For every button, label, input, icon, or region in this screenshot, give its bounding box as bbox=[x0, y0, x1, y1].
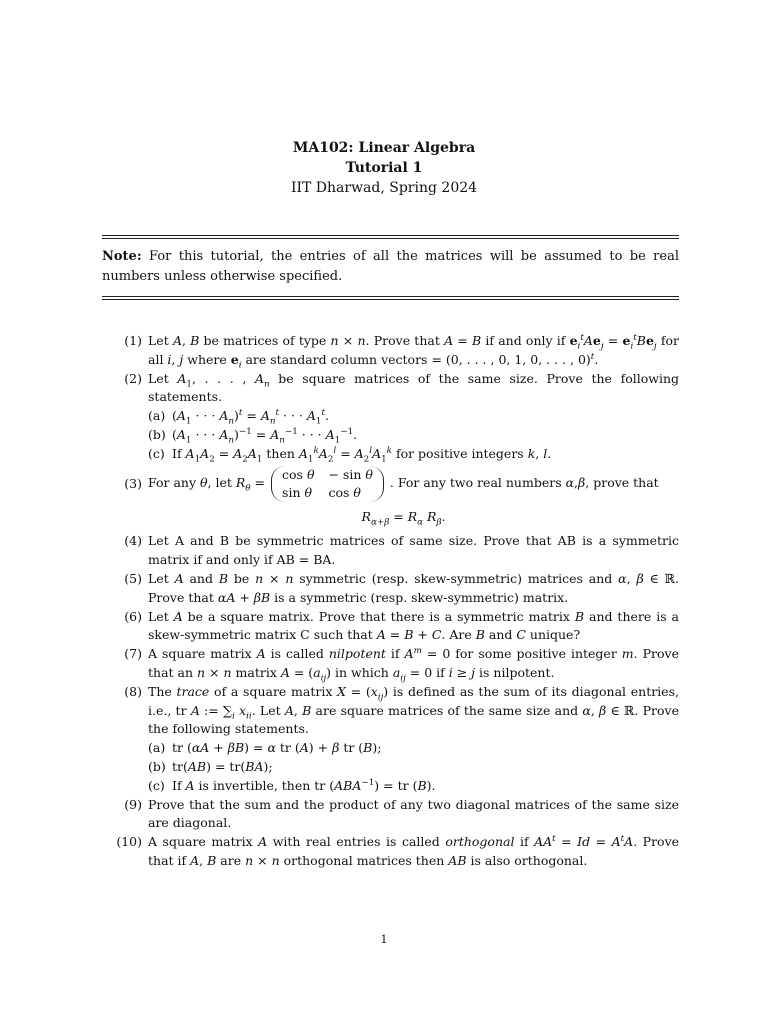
rotation-matrix: cos θ − sin θ sin θ cos θ bbox=[271, 466, 384, 502]
problem-number: (10) bbox=[116, 834, 142, 850]
problem-number: (4) bbox=[124, 533, 142, 549]
rotation-identity: $R_{\alpha+\beta} = R_\alpha$ $R_\beta$. bbox=[361, 508, 446, 528]
top-rule-1 bbox=[102, 235, 679, 236]
problem-8c: (c) If A is invertible, then tr $(ABA^{-1})$ = tr (B). bbox=[148, 777, 679, 796]
problem-number: (2) bbox=[124, 370, 142, 386]
course-title: MA102: Linear Algebra bbox=[292, 140, 476, 156]
top-rule-2 bbox=[102, 238, 679, 239]
problem-2c: (c) If $A_1A_2 = A_2A_1$ then $A_1^kA_2^l = A_2^lA_1^k$ for positive integers k, l. bbox=[148, 445, 552, 465]
page-number: 1 bbox=[380, 933, 388, 946]
problem-6: (6) Let A be a square matrix. Prove that there is a symmetric matrix B and there is a skew-symmetric matrix C such that A = B + C. Are B and C unique? bbox=[102, 608, 679, 646]
sub-label: (c) bbox=[148, 777, 165, 793]
tutorial-title: Tutorial 1 bbox=[345, 160, 423, 176]
bottom-rule-1 bbox=[102, 296, 679, 297]
problem-number: (3) bbox=[124, 475, 142, 491]
problem-4-text: Let A and B be symmetric matrices of same size. Prove that AB is a symmetric matrix if and only if AB = BA. bbox=[148, 533, 679, 568]
problem-number: (5) bbox=[124, 570, 142, 586]
problem-number: (6) bbox=[124, 608, 142, 624]
institution-term: IIT Dharwad, Spring 2024 bbox=[290, 180, 478, 196]
note-text: For this tutorial, the entries of all the matrices will be assumed to be real numbers unless otherwise specified. bbox=[102, 249, 679, 284]
problem-2: (2) Let $A_1$, . . . , $A_n$ be square matrices of the same size. Prove the following statements. (a) ($A_1$ · · · $A_n)^t = A_n^t$ · · · $A_1^t$. (b) ($A_1$ · · · $A_n)^{-1} = A_n^{-1}$ · · · $A_1^{-1}$. (c) If $A_1A_2 = A_2A_1$ then $A_1^kA_2^l = A_2^lA_1^k$ for positive integers k, l. bbox=[102, 370, 679, 464]
problem-10: (10) A square matrix A with real entries is called orthogonal if $AA^t = Id = A^tA$. Prove that if A, B are n × n orthogonal matrices then AB is also orthogonal. bbox=[102, 833, 679, 871]
problem-8: (8) The trace of a square matrix $X = (x_{ij})$ is defined as the sum of its diagonal entries, i.e., tr A := $\sum_i$ $x_{ii}$. Let A, B are square matrices of the same size and α, β ∈ ℝ. Prove the following statements. (a) tr (αA + βB) = α tr (A) + β tr (B); (b) tr(AB) = tr(BA); (c) If A is invertible, then tr $(ABA^{-1})$ = tr (B). bbox=[102, 683, 679, 796]
problem-5: (5) Let A and B be n × n symmetric (resp. skew-symmetric) matrices and α, β ∈ ℝ. Prove that αA + βB is a symmetric (resp. skew-symmetric) matrix. bbox=[102, 570, 679, 608]
problem-3: (3) For any θ , let $R_\theta$ = cos θ − sin θ sin θ cos θ . For any two real numbers α , β , prove that $R_{\alpha+\beta} = R_\alpha$ $R_\beta$. bbox=[102, 464, 679, 527]
problem-list bbox=[102, 332, 679, 871]
problem-number: (1) bbox=[124, 333, 142, 348]
problem-7: (7) A square matrix A is called nilpotent if $A^m = 0$ for some positive integer m. Prove that an n × n matrix $A = (a_{ij})$ in which $a_{ij} = 0$ if i ≥ j is nilpotent. bbox=[102, 645, 679, 683]
problem-8a: (a) tr (αA + βB) = α tr (A) + β tr (B); bbox=[148, 739, 679, 758]
sub-label: (b) bbox=[148, 758, 166, 774]
problem-8b: (b) tr(AB) = tr(BA); bbox=[148, 758, 679, 777]
problem-4 bbox=[102, 532, 679, 570]
sub-label: (a) bbox=[148, 408, 166, 424]
sub-label: (b) bbox=[148, 426, 166, 442]
sub-label: (a) bbox=[148, 740, 166, 756]
sub-label: (c) bbox=[148, 445, 165, 461]
problem-number: (7) bbox=[124, 646, 142, 662]
problem-9-text: Prove that the sum and the product of any two diagonal matrices of the same size are diagonal. bbox=[148, 796, 679, 831]
problem-2b: (b) ($A_1$ · · · $A_n)^{-1} = A_n^{-1}$ · · · $A_1^{-1}$. bbox=[148, 426, 358, 446]
problem-9 bbox=[102, 796, 679, 834]
problem-number: (9) bbox=[124, 796, 142, 812]
problem-number: (8) bbox=[124, 683, 142, 699]
problem-2a: (a) ($A_1$ · · · $A_n)^t = A_n^t$ · · · $A_1^t$. bbox=[148, 408, 329, 427]
note-label: Note: bbox=[102, 249, 142, 264]
bottom-rule-2 bbox=[102, 299, 679, 300]
note-box bbox=[102, 247, 679, 286]
problem-1: (1) Let A, B be matrices of type n × n. Prove that A = B if and only if $e_i^tAe_j = e_i^tBe_j$ for all i, j where $e_i$ are standard column vectors = (0, . . . , 0, 1, 0, . . . , 0)$^t$. bbox=[102, 332, 679, 370]
